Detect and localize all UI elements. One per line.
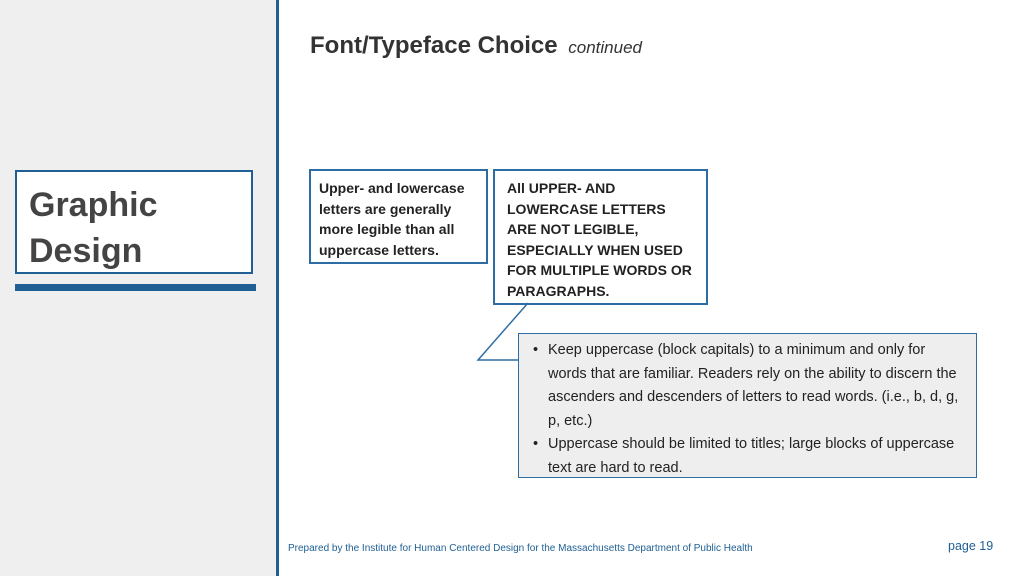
guidance-bullet-item — [531, 339, 966, 433]
guidance-callout-box — [518, 333, 977, 478]
page-title-main: Font/Typeface Choice — [310, 32, 558, 59]
footer-credit: Prepared by the Institute for Human Centered Design for the Massachusetts Department of Public Health — [288, 543, 753, 554]
page-number: page 19 — [948, 539, 994, 553]
page-title-suffix: continued — [568, 38, 642, 57]
guidance-bullet-item — [531, 433, 966, 480]
bullet-icon: • — [533, 436, 539, 452]
guidance-bullet-list — [531, 339, 966, 480]
section-label: Graphic Design — [29, 186, 158, 270]
guidance-bullet-text: Keep uppercase (block capitals) to a minimum and only for words that are familiar. Readers rely on the ability to discern the ascenders and descenders of letters to read words. (i.e., b, d, g, p, etc.) — [548, 342, 959, 429]
mixed-case-example-box: Upper- and lowercase letters are generally more legible than all uppercase letters. — [309, 169, 488, 264]
bullet-icon: • — [533, 342, 539, 358]
all-caps-example-box: All UPPER- AND LOWERCASE LETTERS ARE NOT LEGIBLE, ESPECIALLY WHEN USED FOR MULTIPLE WORDS OR PARAGRAPHS. — [493, 169, 708, 305]
guidance-bullet-text: Uppercase should be limited to titles; large blocks of uppercase text are hard to read. — [548, 436, 955, 476]
